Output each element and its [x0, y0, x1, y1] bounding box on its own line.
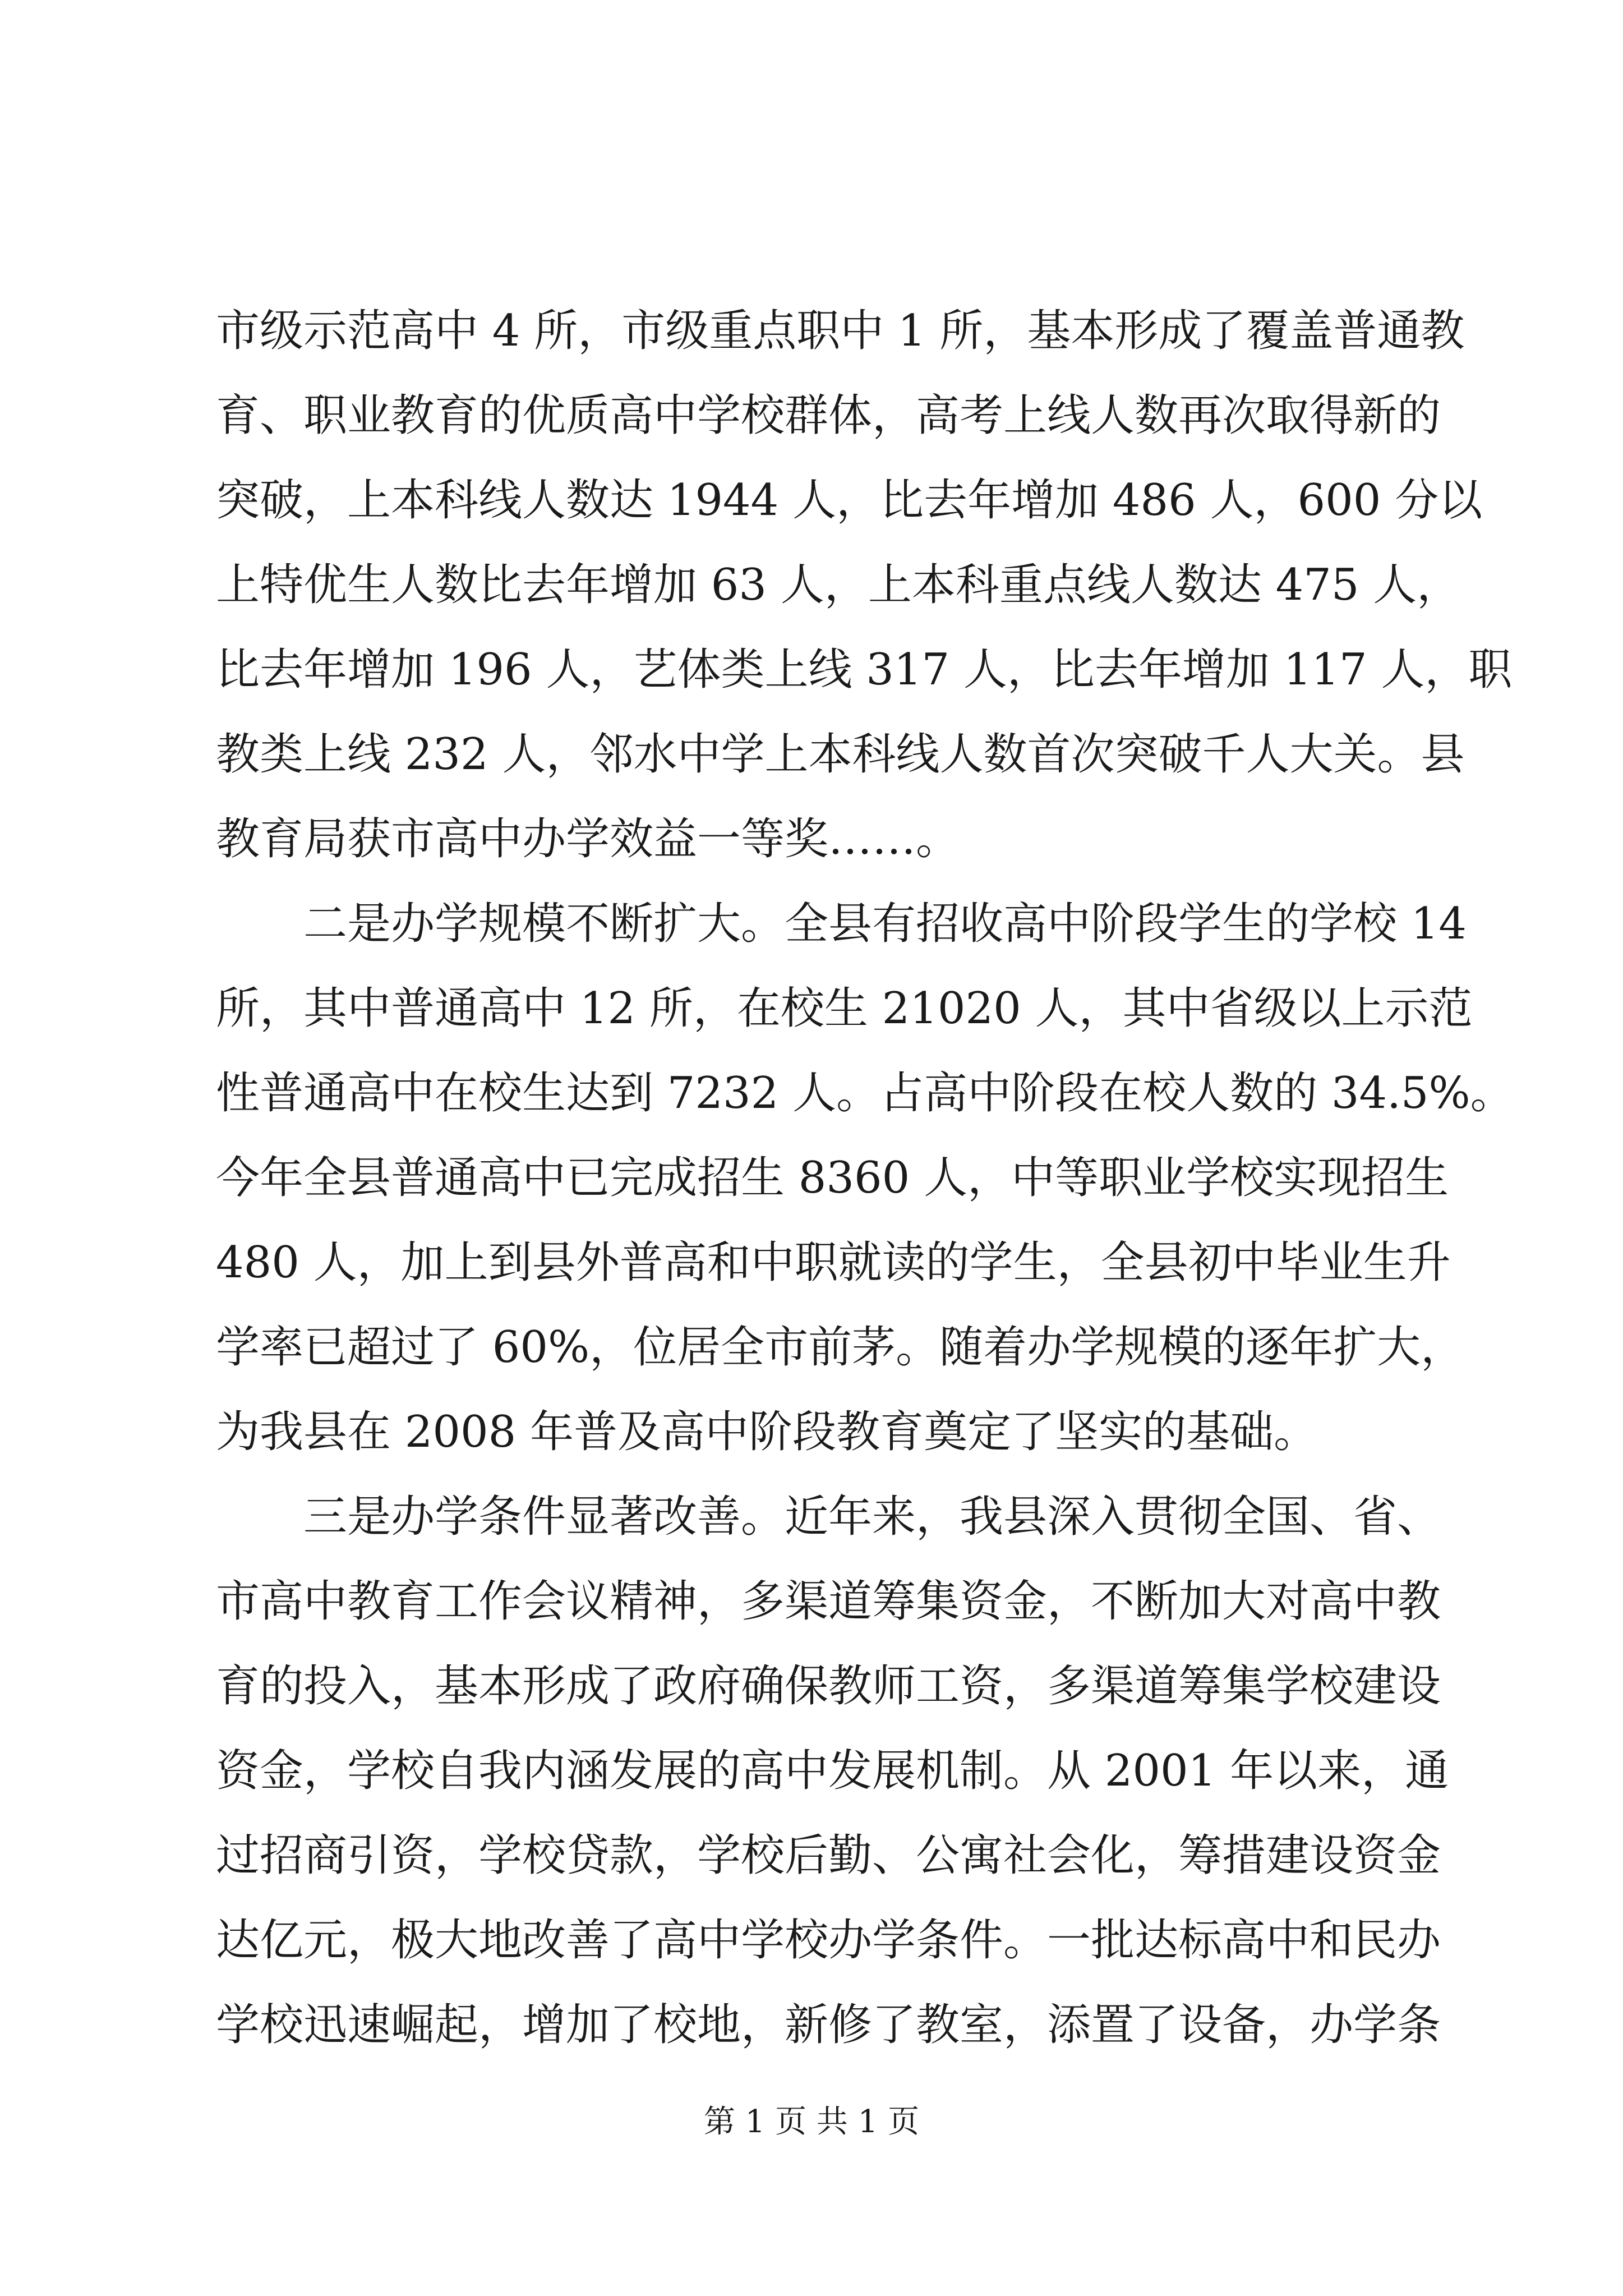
text-line: 教类上线 232 人，邻水中学上本科线人数首次突破千人大关。县 [216, 729, 1465, 780]
text-line: 学率已超过了 60%，位居全市前茅。随着办学规模的逐年扩大， [216, 1322, 1465, 1373]
text-line: 资金，学校自我内涵发展的高中发展机制。从 2001 年以来，通 [216, 1746, 1449, 1796]
paragraph-start-line: 二是办学规模不断扩大。全县有招收高中阶段学生的学校 14 [216, 899, 1467, 949]
text-line: 育的投入，基本形成了政府确保教师工资，多渠道筹集学校建设 [216, 1661, 1441, 1711]
text-line: 达亿元，极大地改善了高中学校办学条件。一批达标高中和民办 [216, 1915, 1441, 1966]
text-line: 突破，上本科线人数达 1944 人，比去年增加 486 人，600 分以 [216, 475, 1483, 526]
page-footer [0, 2102, 1623, 2142]
text-line: 过招商引资，学校贷款，学校后勤、公寓社会化，筹措建设资金 [216, 1830, 1441, 1881]
text-line: 市高中教育工作会议精神，多渠道筹集资金，不断加大对高中教 [216, 1576, 1441, 1627]
paragraph-start-line: 三是办学条件显著改善。近年来，我县深入贯彻全国、省、 [216, 1492, 1441, 1542]
text-line: 学校迅速崛起，增加了校地，新修了教室，添置了设备，办学条 [216, 2000, 1441, 2050]
text-line: 市级示范高中 4 所，市级重点职中 1 所，基本形成了覆盖普通教 [216, 306, 1465, 356]
text-line: 所，其中普通高中 12 所，在校生 21020 人，其中省级以上示范 [216, 983, 1473, 1034]
text-line: 今年全县普通高中已完成招生 8360 人，中等职业学校实现招生 [216, 1153, 1449, 1203]
text-line: 育、职业教育的优质高中学校群体，高考上线人数再次取得新的 [216, 390, 1441, 441]
text-line: 上特优生人数比去年增加 63 人，上本科重点线人数达 475 人， [216, 560, 1461, 610]
document-body [216, 289, 1514, 2068]
page-number: 第 1 页 共 1 页 [703, 2104, 920, 2140]
text-line: 为我县在 2008 年普及高中阶段教育奠定了坚实的基础。 [216, 1407, 1318, 1457]
text-line: 比去年增加 196 人，艺体类上线 317 人，比去年增加 117 人，职 [216, 645, 1513, 695]
text-line: 性普通高中在校生达到 7232 人。占高中阶段在校人数的 34.5%。 [216, 1068, 1514, 1119]
text-line: 教育局获市高中办学效益一等奖……。 [216, 814, 960, 864]
text-line: 480 人，加上到县外普高和中职就读的学生，全县初中毕业生升 [216, 1237, 1451, 1288]
